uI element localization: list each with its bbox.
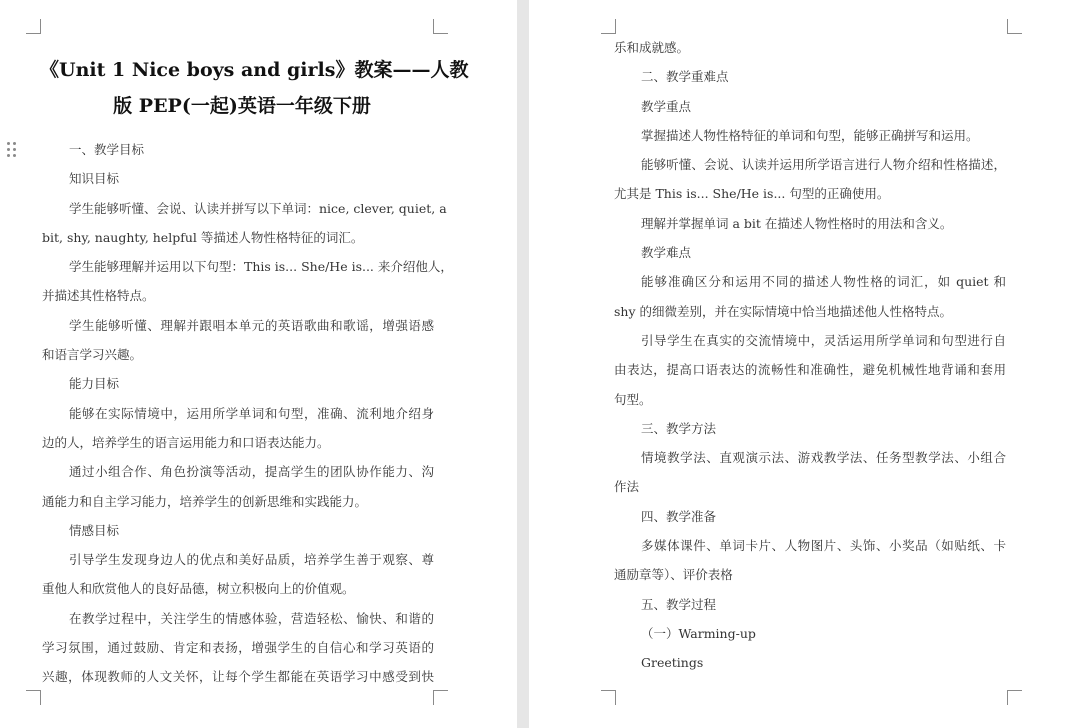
- paragraph-line: 教学难点: [641, 245, 692, 261]
- page-corner-mark: [1007, 690, 1022, 705]
- left-page-body: [42, 135, 453, 692]
- page-corner-mark: [433, 690, 448, 705]
- paragraph-line: 通能力和自主学习能力，培养学生的创新思维和实践能力。: [42, 493, 368, 509]
- paragraph-line: 掌握描述人物性格特征的单词和句型，能够正确拼写和运用。: [641, 127, 979, 143]
- page-corner-mark: [601, 690, 616, 705]
- paragraph-line: 一、教学目标: [69, 142, 145, 157]
- paragraph-line: 作法: [614, 479, 640, 495]
- paragraph-line: shy 的细微差别，并在实际情境中恰当地描述他人性格特点。: [614, 303, 953, 319]
- paragraph-line: 二、教学重难点: [641, 69, 729, 85]
- paragraph-line: 学生能够听懂、会说、认读并拼写以下单词：nice, clever, quiet, a: [69, 200, 447, 216]
- paragraph-line: 多媒体课件、单词卡片、人物图片、头饰、小奖品（如贴纸、卡: [641, 538, 1006, 554]
- paragraph-line: 和语言学习兴趣。: [42, 347, 143, 363]
- paragraph-line: 五、教学过程: [641, 596, 717, 612]
- paragraph-line: 能够听懂、会说、认读并运用所学语言进行人物介绍和性格描述，: [641, 157, 1006, 173]
- paragraph-line: 边的人，培养学生的语言运用能力和口语表达能力。: [42, 434, 330, 450]
- paragraph-line: 能力目标: [69, 376, 120, 392]
- drag-handle-icon[interactable]: [6, 141, 18, 159]
- paragraph-line: 句型。: [614, 391, 652, 407]
- paragraph-line: 引导学生在真实的交流情境中，灵活运用所学单词和句型进行自: [641, 332, 1006, 348]
- paragraph-line: 在教学过程中，关注学生的情感体验，营造轻松、愉快、和谐的: [69, 610, 434, 626]
- paragraph-line: 能够在实际情境中，运用所学单词和句型，准确、流利地介绍身: [69, 405, 434, 421]
- paragraph-line: 乐和成就感。: [614, 40, 690, 55]
- paragraph-line: Greetings: [641, 655, 704, 671]
- paragraph-line: 教学重点: [641, 98, 692, 114]
- paragraph-line: 兴趣，体现教师的人文关怀，让每个学生都能在英语学习中感受到快: [42, 669, 434, 685]
- paragraph-line: （一）Warming-up: [641, 625, 756, 641]
- paragraph-line: 尤其是 This is... She/He is... 句型的正确使用。: [614, 186, 890, 202]
- paragraph-line: bit, shy, naughty, helpful 等描述人物性格特征的词汇。: [42, 229, 364, 245]
- paragraph-line: 学习氛围，通过鼓励、肯定和表扬，增强学生的自信心和学习英语的: [42, 640, 434, 656]
- paragraph-line: 重他人和欣赏他人的良好品德，树立积极向上的价值观。: [42, 581, 355, 597]
- page-corner-mark: [26, 690, 41, 705]
- paragraph-line: 通励章等）、评价表格: [614, 567, 733, 583]
- paragraph-line: 由表达，提高口语表达的流畅性和准确性，避免机械性地背诵和套用: [614, 362, 1006, 378]
- paragraph-line: 三、教学方法: [641, 420, 717, 436]
- paragraph-line: 学生能够听懂、理解并跟唱本单元的英语歌曲和歌谣，增强语感: [69, 317, 434, 333]
- page-corner-mark: [433, 19, 448, 34]
- paragraph-line: 并描述其性格特点。: [42, 288, 155, 304]
- right-page-body: [614, 33, 1006, 678]
- paragraph-line: 四、教学准备: [641, 508, 717, 524]
- paragraph-line: 理解并掌握单词 a bit 在描述人物性格时的用法和含义。: [641, 215, 953, 231]
- paragraph-line: 能够准确区分和运用不同的描述人物性格的词汇，如 quiet 和: [641, 274, 1006, 290]
- document-page-left: [0, 0, 517, 728]
- paragraph-line: 学生能够理解并运用以下句型：This is... She/He is... 来介绍他人，: [69, 259, 453, 275]
- page-corner-mark: [601, 19, 616, 34]
- page-corner-mark: [1007, 19, 1022, 34]
- paragraph-line: 情感目标: [69, 522, 120, 538]
- paragraph-line: 引导学生发现身边人的优点和美好品质，培养学生善于观察、尊: [69, 552, 434, 568]
- paragraph-line: 通过小组合作、角色扮演等活动，提高学生的团队协作能力、沟: [69, 464, 434, 480]
- document-title-line-1: 《Unit 1 Nice boys and girls》教案——人教: [40, 59, 469, 81]
- paragraph-line: 情境教学法、直观演示法、游戏教学法、任务型教学法、小组合: [641, 450, 1006, 466]
- document-title-line-2: 版 PEP(一起)英语一年级下册: [113, 95, 371, 117]
- paragraph-line: 知识目标: [69, 171, 120, 187]
- page-corner-mark: [26, 19, 41, 34]
- document-title: [40, 52, 469, 124]
